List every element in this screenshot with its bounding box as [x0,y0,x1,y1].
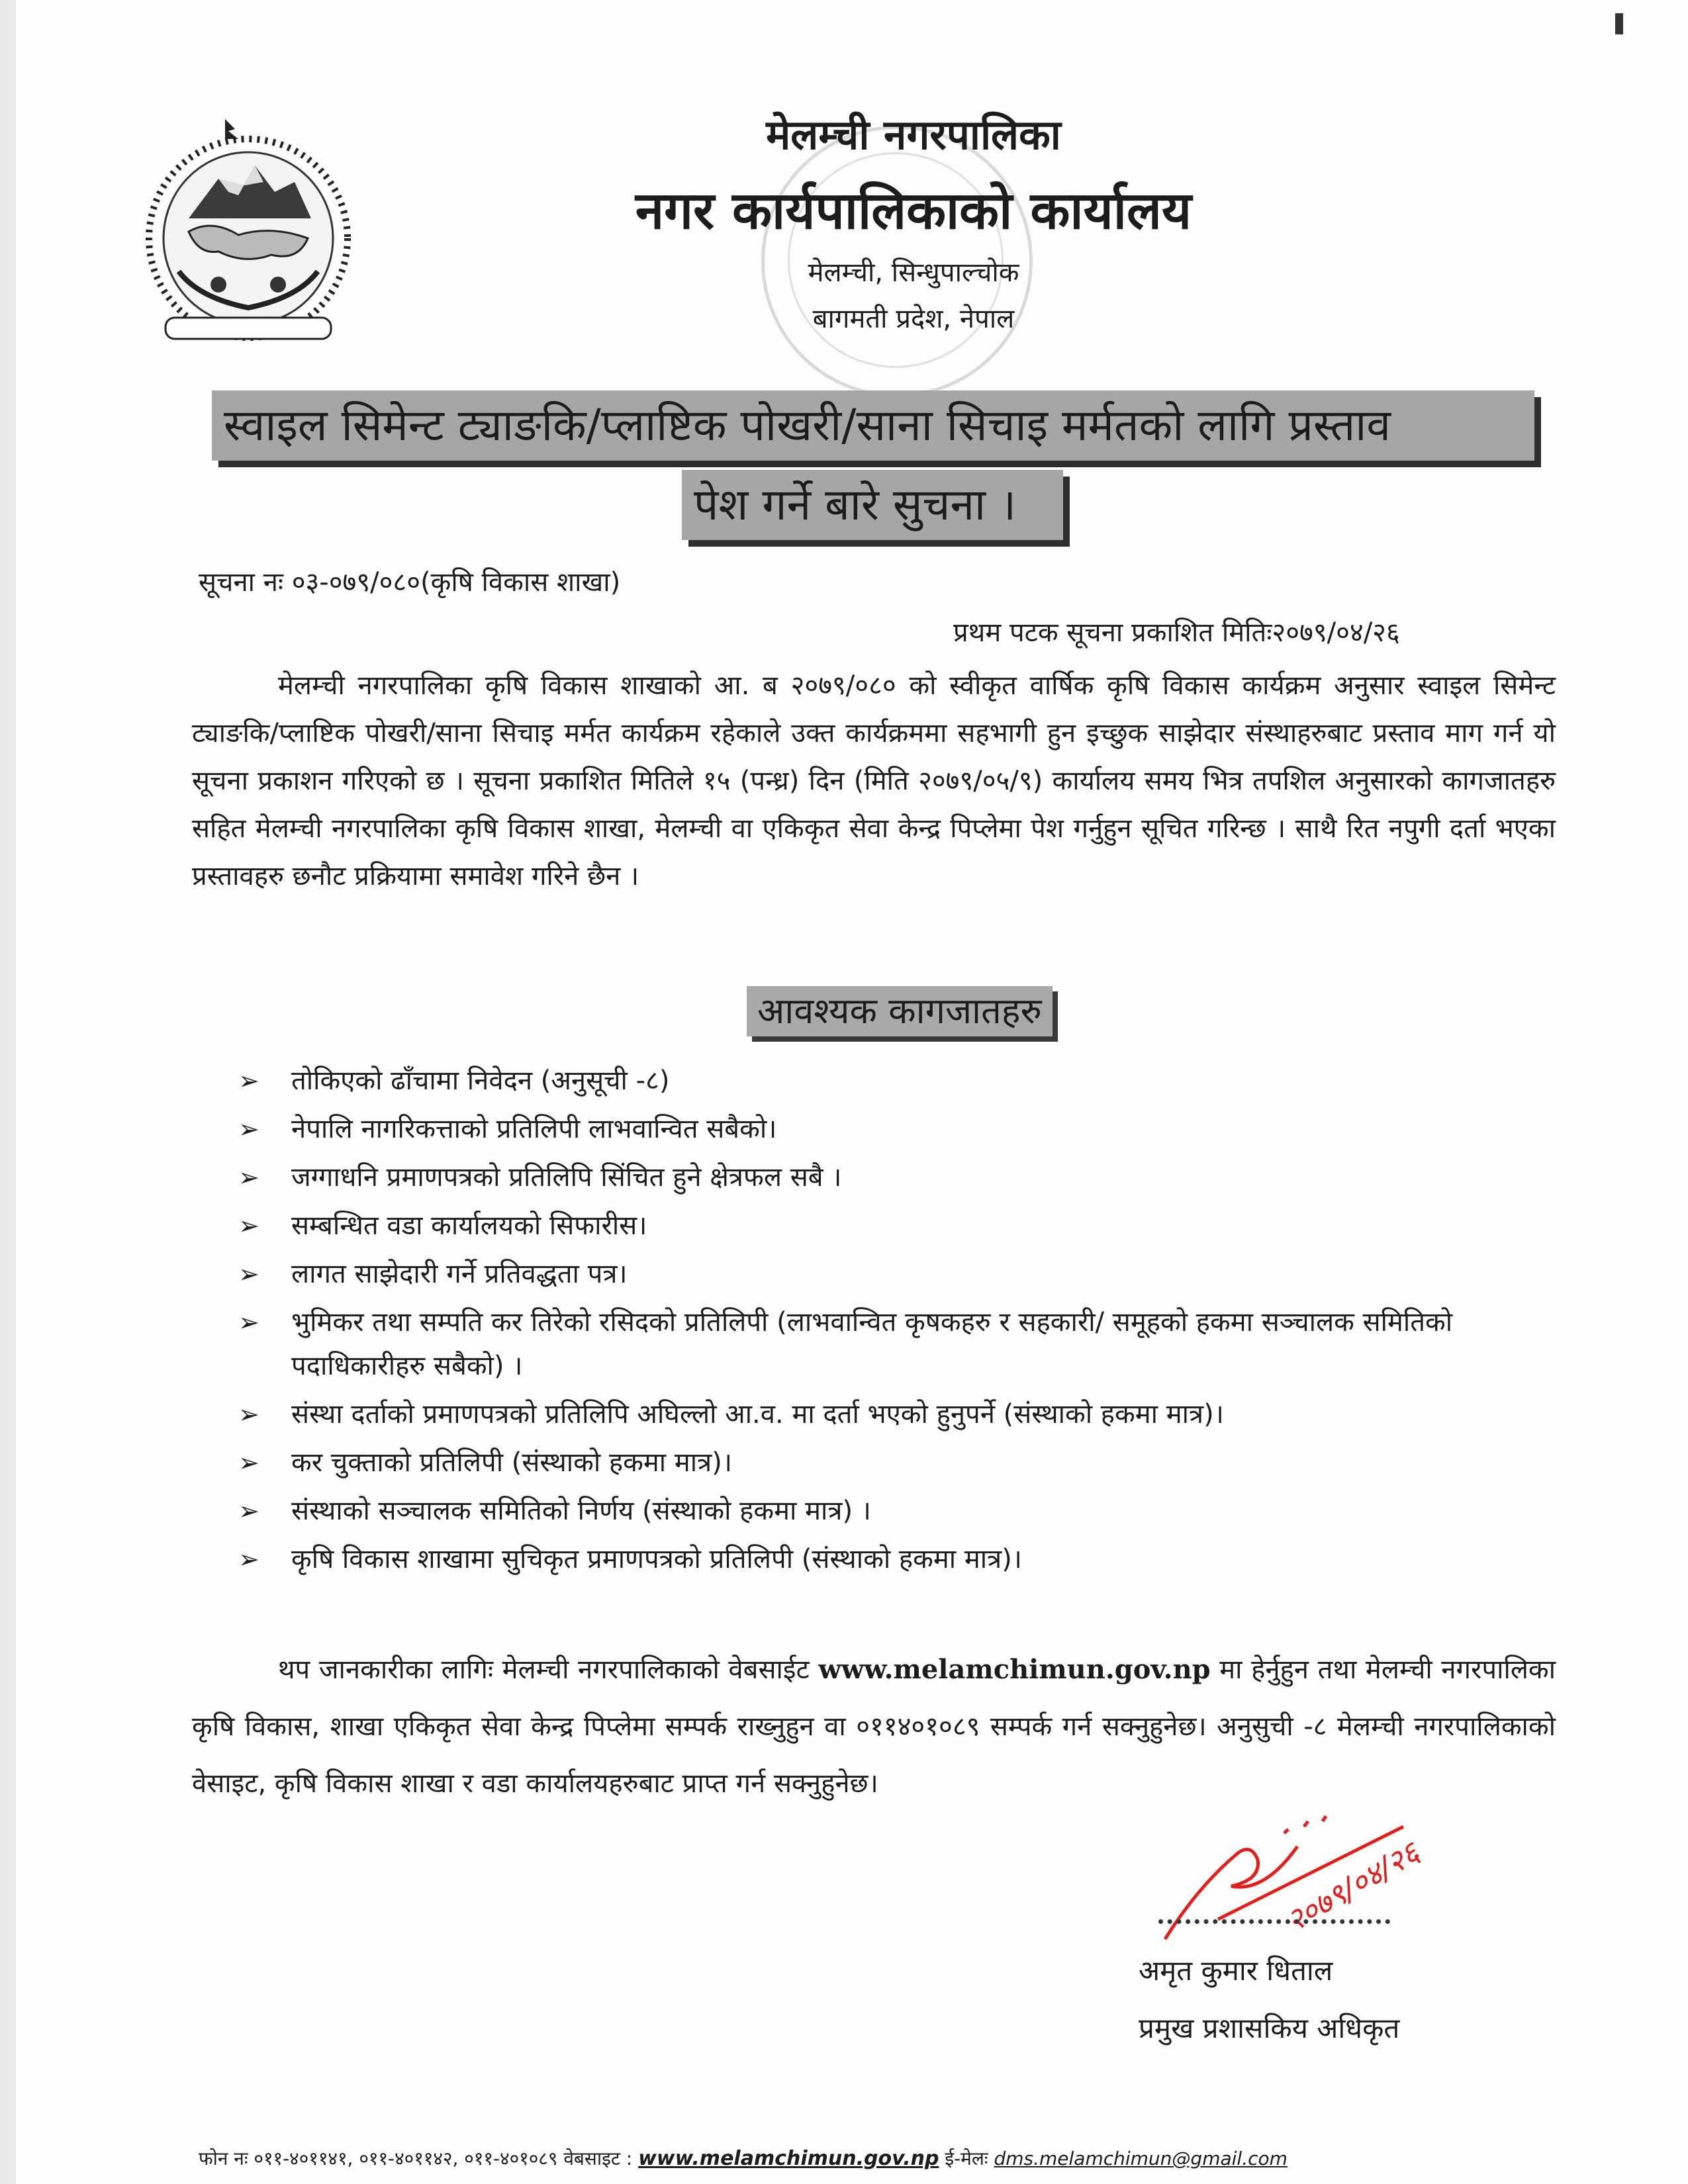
notice-body: मेलम्ची नगरपालिका कृषि विकास शाखाको आ. ब २०७९/०८० को स्वीकृत वार्षिक कृषि विकास कार्यक्रम अनुसार स्वाइल सिमेन्ट ट्याङकि/प्लाष्टिक पोखरी/साना सिचाइ मर्मत कार्यक्रम रहेकाले उक्त कार्यक्रममा सहभागी हुन इच्छुक साझेदार संस्थाहरुबाट प्रस्ताव माग गर्न यो सूचना प्रकाशन गरिएको छ । सूचना प्रकाशित मितिले १५ (पन्ध्र) दिन (मिति २०७९/०५/९) कार्यालय समय भित्र तपशिल अनुसारको कागजातहरु सहित मेलम्ची नगरपालिका कृषि विकास शाखा, मेलम्ची वा एकिकृत सेवा केन्द्र पिप्लेमा पेश गर्नुहुन सूचित गरिन्छ । साथै रित नपुगी दर्ता भएका प्रस्तावहरु छनौट प्रक्रियामा समावेश गरिने छैन । [192,670,1556,891]
arrow-bullet-icon: ➢ [238,1259,259,1289]
scan-edge [0,0,16,2184]
notice-reference: सूचना नः ०३-०७९/०८०(कृषि विकास शाखा) [199,567,621,598]
notice-title-line2: पेश गर्ने बारे सुचना । [682,470,1063,540]
address-line1: मेलम्ची, सिन्धुपाल्चोक [808,257,1019,288]
list-item: ➢ लागत साझेदारी गर्ने प्रतिवद्धता पत्र। [238,1252,1549,1296]
documents-heading: आवश्यक कागजातहरु [747,986,1053,1036]
footer-phones: ०११-४०११४१, ०११-४०११४२, ०११-४०१०८९ [254,2148,558,2169]
arrow-bullet-icon: ➢ [238,1115,259,1144]
list-item: ➢ नेपालि नागरिकत्ताको प्रतिलिपी लाभवान्वित सबैको। [238,1107,1549,1151]
office-name: नगर कार्यपालिकाको कार्यालय [635,181,1192,241]
footer-email-link[interactable]: dms.melamchimun@gmail.com [994,2148,1288,2169]
list-item: ➢ कृषि विकास शाखामा सुचिकृत प्रमाणपत्रको प्रतिलिपी (संस्थाको हकमा मात्र)। [238,1537,1549,1581]
footer: फोन नः ०११-४०११४१, ०११-४०११४२, ०११-४०१०८९ वेबसाइट : www.melamchimun.gov.np ई-मेलः dms.melamchimun@gmail.com [199,2147,1288,2170]
list-item: ➢ संस्था दर्ताको प्रमाणपत्रको प्रतिलिपि अघिल्लो आ.व. मा दर्ता भएको हुनुपर्ने (संस्थाको हकमा मात्र)। [238,1392,1549,1436]
arrow-bullet-icon: ➢ [238,1545,259,1574]
municipality-name: मेलम्ची नगरपालिका [766,111,1061,159]
arrow-bullet-icon: ➢ [238,1400,259,1429]
signature-date: २०७९/०४/२६ [1280,1834,1426,1939]
signatory-name: अमृत कुमार धिताल [1139,1954,1333,1987]
arrow-bullet-icon: ➢ [238,1211,259,1240]
list-item: ➢ तोकिएको ढाँचामा निवेदन (अनुसूची -८) [238,1059,1549,1103]
publish-date: प्रथम पटक सूचना प्रकाशित मितिः२०७९/०४/२६ [953,617,1400,648]
list-item: ➢ भुमिकर तथा सम्पति कर तिरेको रसिदको प्रतिलिपी (लाभवान्वित कृषकहरु र सहकारी/ समूहको हकमा सञ्चालक समितिको पदाधिकारीहरु सबैको) । [238,1300,1549,1388]
list-item: ➢ संस्थाको सञ्चालक समितिको निर्णय (संस्थाको हकमा मात्र) । [238,1489,1549,1533]
arrow-bullet-icon: ➢ [238,1066,259,1095]
documents-list [238,1059,1549,1586]
list-item: ➢ सम्बन्धित वडा कार्यालयको सिफारीस। [238,1204,1549,1248]
more-info-paragraph: थप जानकारीका लागिः मेलम्ची नगरपालिकाको वेबसाईट www.melamchimun.gov.np मा हेर्नुहुन तथा मेलम्ची नगरपालिका कृषि विकास, शाखा एकिकृत सेवा केन्द्र पिप्लेमा सम्पर्क राख्नुहुन वा ०११४०१०८९ सम्पर्क गर्न सक्नुहुनेछ। अनुसुची -८ मेलम्ची नगरपालिकाको वेसाइट, कृषि विकास शाखा र वडा कार्यालयहरुबाट प्राप्त गर्न सक्नुहुनेछ। [192,1654,1556,1799]
arrow-bullet-icon: ➢ [238,1448,259,1477]
signature-line [1158,1919,1390,1924]
arrow-bullet-icon: ➢ [238,1308,259,1337]
arrow-bullet-icon: ➢ [238,1496,259,1525]
website-link[interactable]: www.melamchimun.gov.np [818,1654,1211,1685]
address-line2: बागमती प्रदेश, नेपाल [812,304,1015,334]
list-item: ➢ कर चुक्ताको प्रतिलिपी (संस्थाको हकमा मात्र)। [238,1441,1549,1484]
signatory-post: प्रमुख प्रशासकिय अधिकृत [1139,2012,1400,2044]
footer-website-link[interactable]: www.melamchimun.gov.np [638,2147,939,2170]
nepal-emblem-icon [139,119,357,351]
scan-mark [1615,13,1623,34]
list-item: ➢ जग्गाधनि प्रमाणपत्रको प्रतिलिपि सिंचित हुने क्षेत्रफल सबै । [238,1156,1549,1199]
handwritten-signature [1152,1807,1496,1952]
arrow-bullet-icon: ➢ [238,1163,259,1192]
notice-title-line1: स्वाइल सिमेन्ट ट्याङकि/प्लाष्टिक पोखरी/साना सिचाइ मर्मतको लागि प्रस्ताव [212,390,1534,461]
